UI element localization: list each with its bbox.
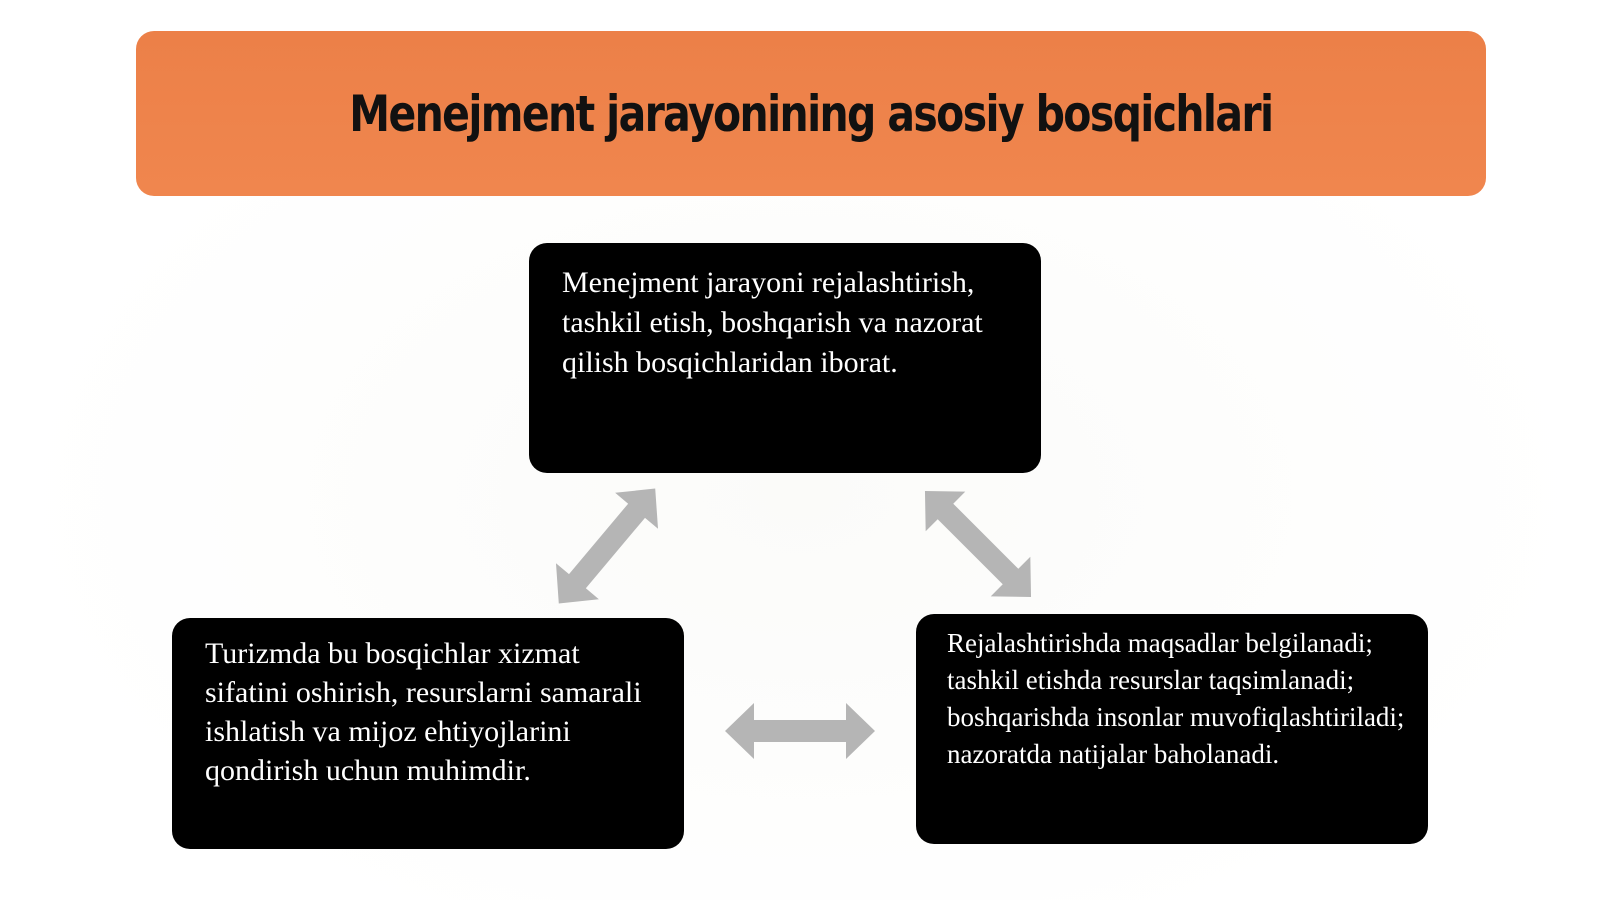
title-banner: [136, 31, 1486, 196]
bottom-right-box-text: Rejalashtirishda maqsadlar belgilanadi; tashkil etishda resurslar taqsimlanadi; boshqarishda insonlar muvofiqlashtiriladi; nazoratda natijalar baholanadi.: [947, 628, 1405, 769]
double-arrow-icon-top-right: [905, 471, 1051, 617]
bottom-left-box-text: Turizmda bu bosqichlar xizmat sifatini oshirish, resurslarni samarali ishlatish va mijoz ehtiyojlarini qondirish uchun muhimdir.: [205, 637, 642, 787]
double-arrow-icon-bottom: [725, 703, 875, 759]
bottom-left-box: [172, 618, 684, 849]
double-arrow-icon-top-left: [537, 471, 676, 622]
top-box-text: Menejment jarayoni rejalashtirish, tashkil etish, boshqarish va nazorat qilish bosqichlaridan iborat.: [562, 266, 983, 379]
top-box: [529, 243, 1041, 473]
bottom-right-box: [916, 614, 1428, 844]
slide-title: Menejment jarayonining asosiy bosqichlari: [349, 84, 1273, 143]
